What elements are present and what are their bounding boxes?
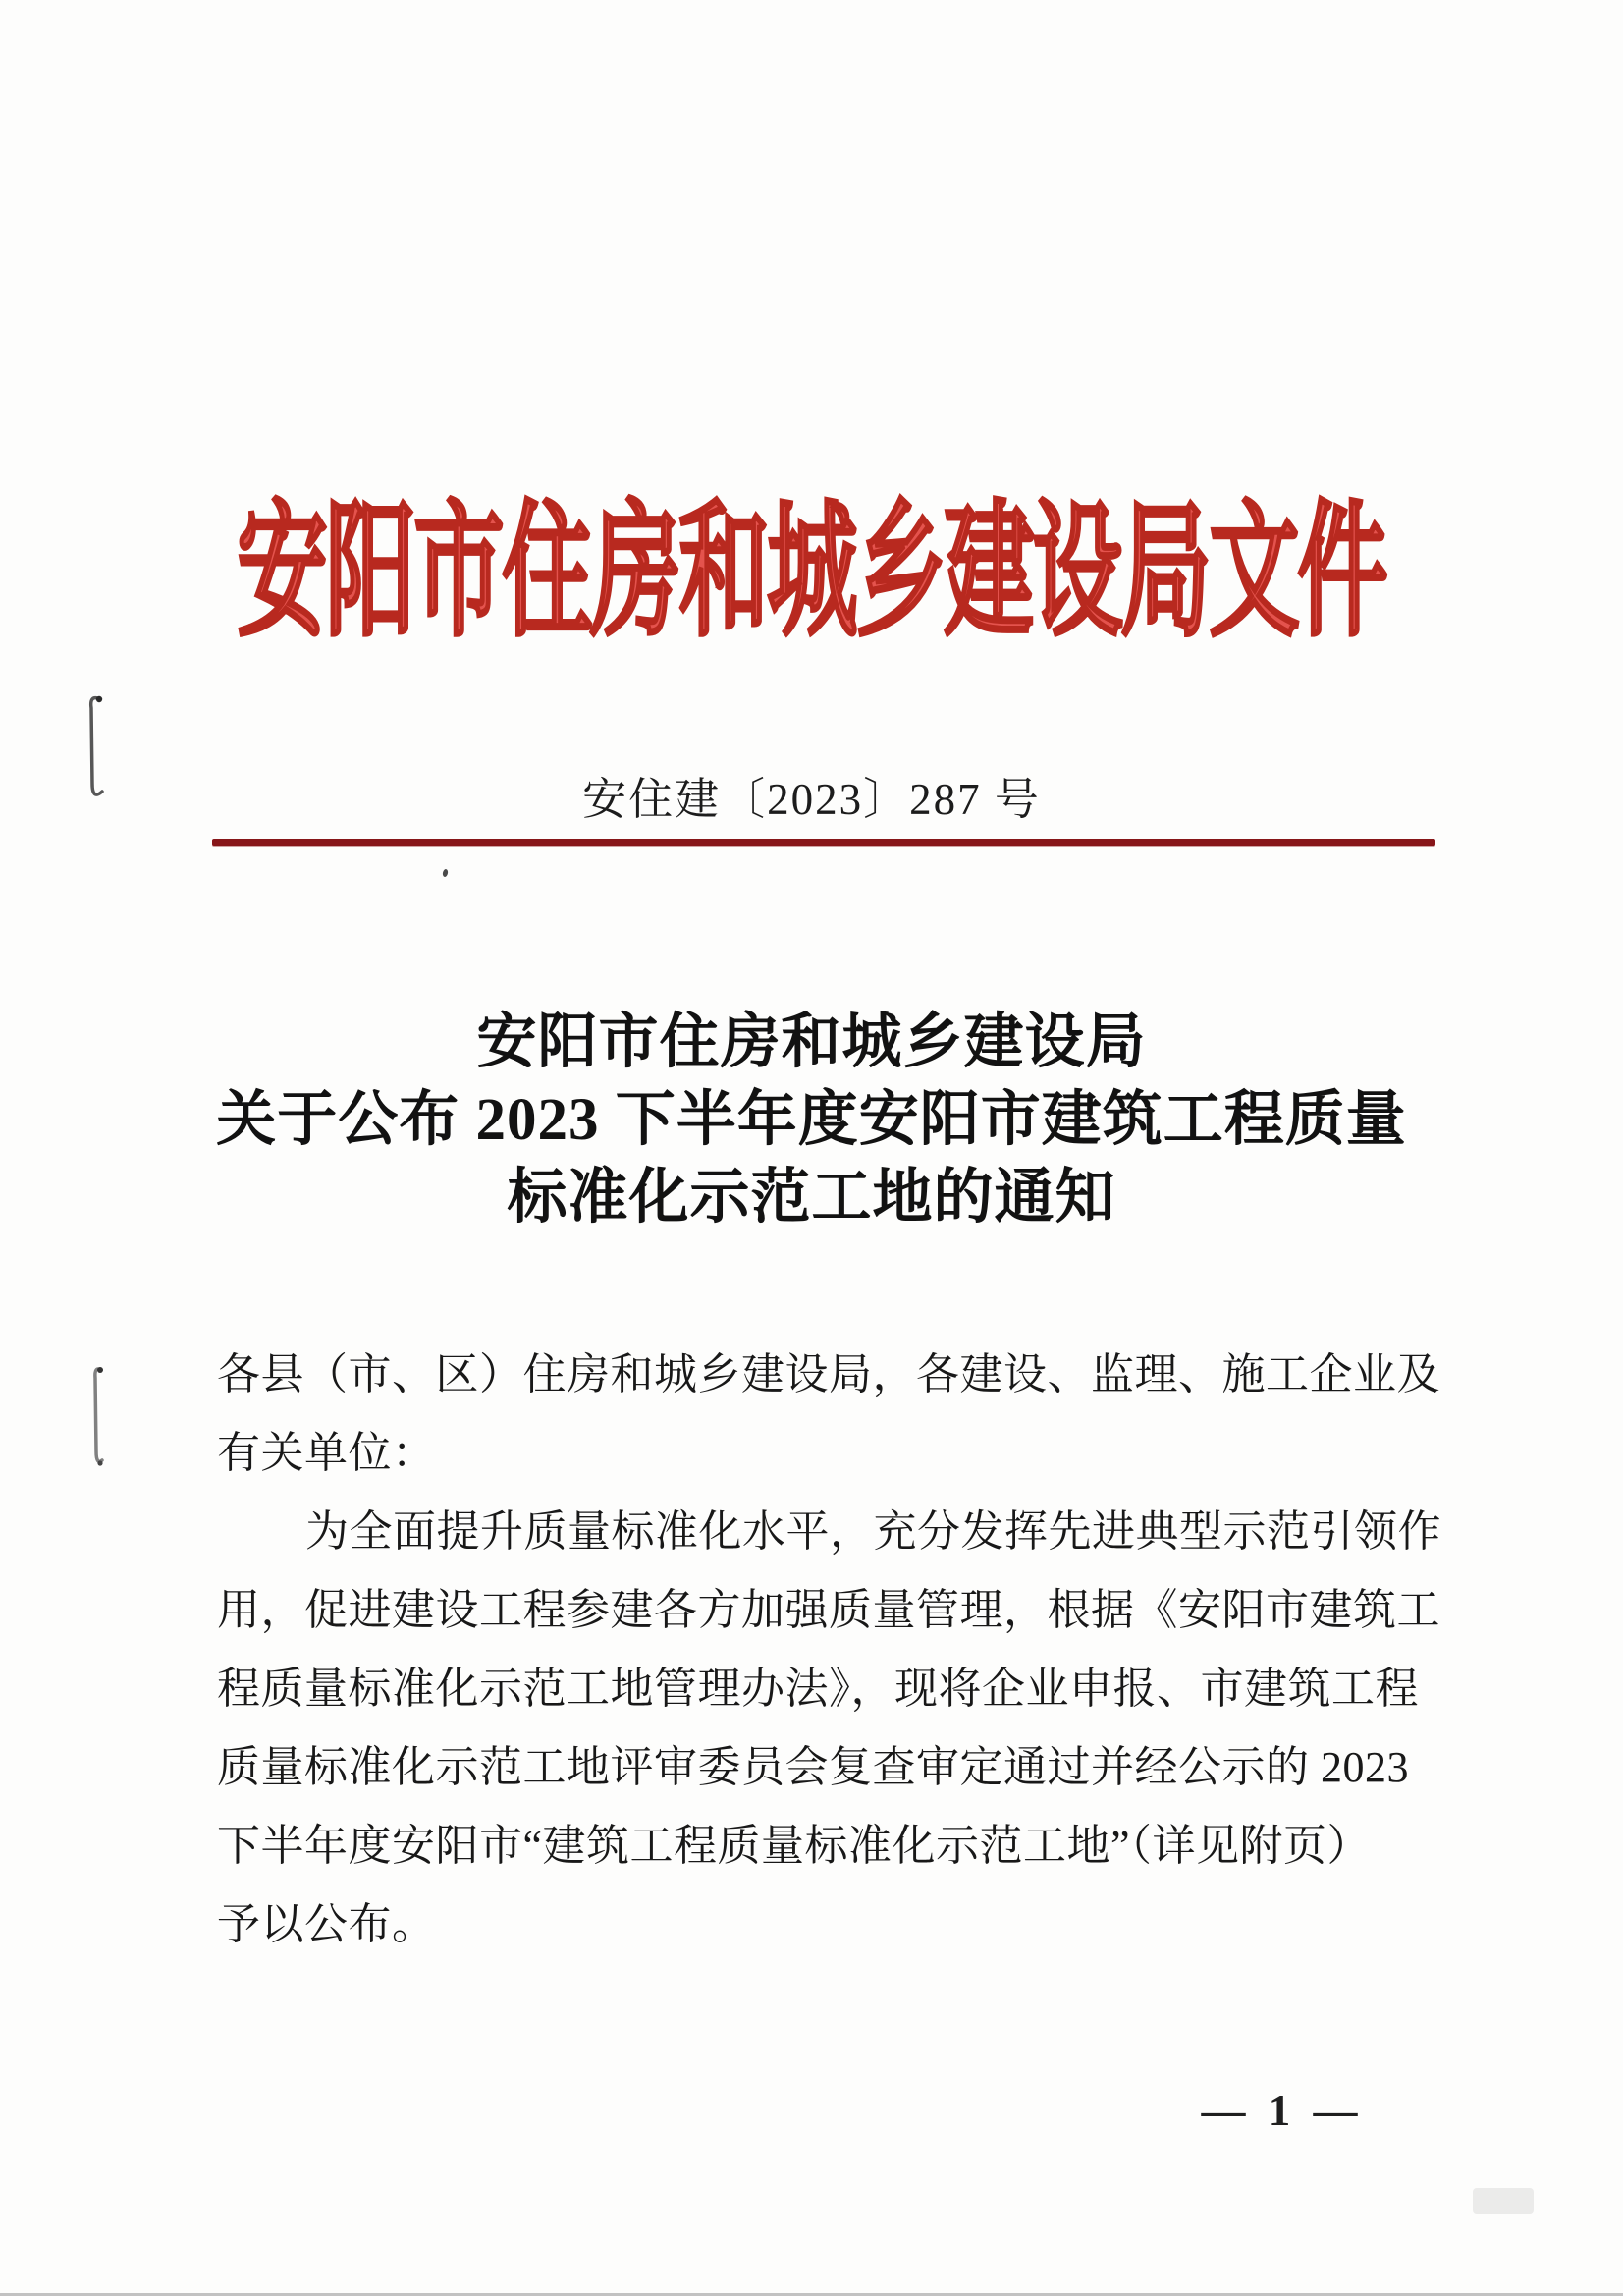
page-number: — 1 — <box>1201 2086 1364 2135</box>
body-line: 用，促进建设工程参建各方加强质量管理，根据《安阳市建筑工 <box>217 1586 1440 1634</box>
staple-mark-icon <box>83 692 109 806</box>
scan-artifact-dot <box>442 869 449 878</box>
notice-body <box>217 1336 1441 1964</box>
staple-mark-icon <box>86 1363 112 1473</box>
body-line-salutation-2: 有关单位： <box>217 1429 436 1477</box>
notice-title-line-3: 标准化示范工地的通知 <box>507 1165 1116 1230</box>
body-line: 质量标准化示范工地评审委员会复查审定通过并经公示的 2023 <box>217 1743 1409 1791</box>
document-number: 安住建〔2023〕287 号 <box>582 775 1041 824</box>
body-line: 程质量标准化示范工地管理办法》，现将企业申报、市建筑工程 <box>217 1665 1419 1713</box>
notice-title <box>0 1004 1623 1236</box>
notice-title-line-2: 关于公布 2023 下半年度安阳市建筑工程质量 <box>216 1087 1407 1153</box>
notice-title-line-1: 安阳市住房和城乡建设局 <box>476 1010 1147 1075</box>
scan-smudge <box>1473 2188 1534 2214</box>
body-line-salutation-1: 各县（市、区）住房和城乡建设局，各建设、监理、施工企业及 <box>217 1350 1440 1398</box>
body-line: 下半年度安阳市“建筑工程质量标准化示范工地”（详见附页） <box>217 1822 1372 1870</box>
body-line-paragraph-end: 予以公布。 <box>217 1900 436 1948</box>
red-divider-line <box>212 839 1435 846</box>
body-line-paragraph-start: 为全面提升质量标准化水平，充分发挥先进典型示范引领作 <box>305 1507 1441 1556</box>
agency-letterhead-banner: 安阳市住房和城乡建设局文件 <box>237 491 1386 654</box>
